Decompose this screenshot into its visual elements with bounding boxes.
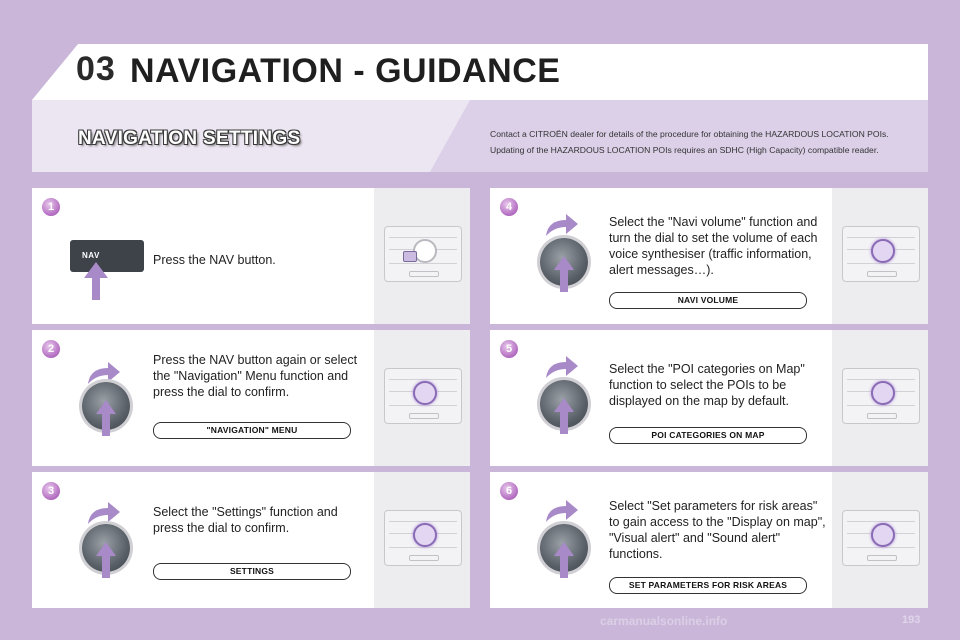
- menu-pill-2: "NAVIGATION" MENU: [153, 422, 351, 439]
- menu-pill-6: SET PARAMETERS FOR RISK AREAS: [609, 577, 807, 594]
- note-line-1: Contact a CITROËN dealer for details of the procedure for obtaining the HAZARDOUS LOCATION POIs.: [490, 129, 889, 139]
- step-badge-6: 6: [500, 482, 518, 500]
- step-badge-4: 4: [500, 198, 518, 216]
- control-panel-photo: [374, 472, 470, 608]
- control-panel-photo: [374, 188, 470, 324]
- step-text-2: Press the NAV button again or select the "Navigation" Menu function and press the dial to confirm.: [153, 353, 358, 399]
- up-arrow-icon: [96, 400, 116, 436]
- page-number: 193: [902, 614, 921, 626]
- watermark: carmanualsonline.info: [600, 614, 728, 628]
- control-panel-icon: [384, 368, 462, 424]
- control-panel-photo: [832, 472, 928, 608]
- control-panel-icon: [842, 368, 920, 424]
- step-badge-3: 3: [42, 482, 60, 500]
- step-text-3: Select the "Settings" function and press the dial to confirm.: [153, 505, 338, 535]
- dial-knob: [413, 381, 437, 405]
- control-panel-photo: [832, 188, 928, 324]
- note-line-2: Updating of the HAZARDOUS LOCATION POIs requires an SDHC (High Capacity) compatible reader.: [490, 145, 879, 155]
- control-panel-icon: [842, 510, 920, 566]
- menu-pill-3: SETTINGS: [153, 563, 351, 580]
- dial-knob: [871, 381, 895, 405]
- up-arrow-icon: [554, 398, 574, 434]
- up-arrow-icon: [96, 542, 116, 578]
- control-panel-icon: [384, 510, 462, 566]
- up-arrow-icon: [84, 262, 108, 300]
- rotate-arrow-icon: [544, 500, 578, 524]
- rotate-arrow-icon: [544, 356, 578, 380]
- control-panel-icon: [384, 226, 462, 282]
- chapter-number: 03: [76, 50, 116, 88]
- note-text: [490, 126, 920, 158]
- section-title: NAVIGATION SETTINGS: [78, 128, 301, 149]
- step-badge-1: 1: [42, 198, 60, 216]
- control-panel-photo: [832, 330, 928, 466]
- note-panel-fold: [430, 100, 470, 172]
- dial-knob: [871, 523, 895, 547]
- step-badge-2: 2: [42, 340, 60, 358]
- up-arrow-icon: [554, 256, 574, 292]
- control-panel-photo: [374, 330, 470, 466]
- step-badge-5: 5: [500, 340, 518, 358]
- nav-button-label: NAV: [82, 251, 100, 260]
- step-text-6: Select "Set parameters for risk areas" to gain access to the "Display on map", "Visual alert" and "Sound alert" functions.: [609, 499, 826, 561]
- header-fold: [32, 44, 78, 100]
- menu-pill-5: POI CATEGORIES ON MAP: [609, 427, 807, 444]
- control-panel-icon: [842, 226, 920, 282]
- rotate-arrow-icon: [544, 214, 578, 238]
- menu-pill-4: NAVI VOLUME: [609, 292, 807, 309]
- dial-knob: [413, 523, 437, 547]
- dial-knob: [871, 239, 895, 263]
- nav-key-highlight: [403, 251, 417, 262]
- step-text-5: Select the "POI categories on Map" function to select the POIs to be displayed on the map by default.: [609, 362, 805, 408]
- step-text-1: Press the NAV button.: [153, 253, 276, 267]
- step-text-4: Select the "Navi volume" function and turn the dial to set the volume of each voice synthesiser (traffic information, alert messages…).: [609, 215, 818, 277]
- page-title: NAVIGATION - GUIDANCE: [130, 52, 561, 90]
- up-arrow-icon: [554, 542, 574, 578]
- rotate-arrow-icon: [86, 502, 120, 526]
